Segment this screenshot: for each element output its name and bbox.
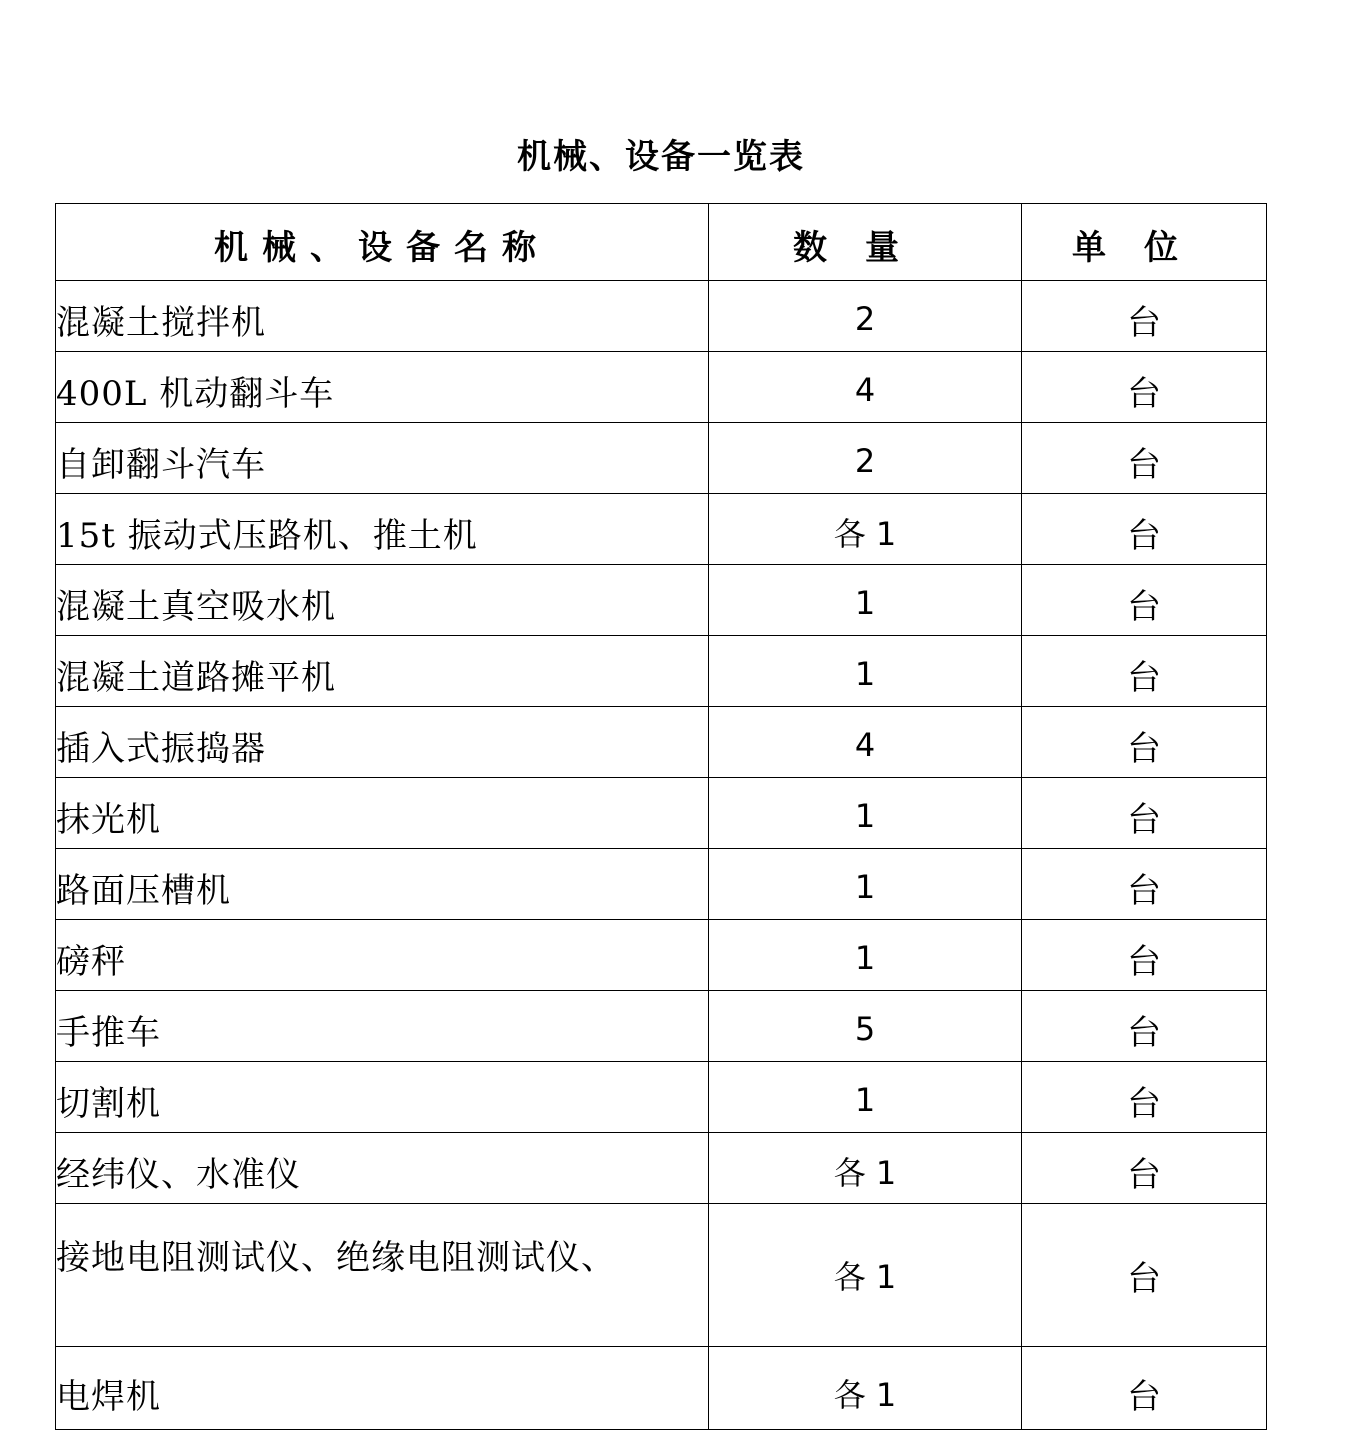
table-row: [56, 352, 1267, 423]
table-row: [56, 707, 1267, 778]
table-row: [56, 991, 1267, 1062]
equipment-table: [55, 203, 1267, 1430]
equipment-name-cell: 自卸翻斗汽车: [56, 423, 709, 494]
unit-cell: 台: [1022, 778, 1267, 849]
unit-cell: 台: [1022, 1133, 1267, 1204]
page-title: 机械、设备一览表: [517, 137, 805, 177]
table-row: [56, 1133, 1267, 1204]
table-row: [56, 1204, 1267, 1347]
unit-cell: 台: [1022, 494, 1267, 565]
unit-cell: 台: [1022, 920, 1267, 991]
table-row: [56, 920, 1267, 991]
unit-cell: 台: [1022, 1204, 1267, 1347]
quantity-cell: 4: [709, 707, 1022, 778]
table-row: [56, 1062, 1267, 1133]
equipment-name-cell: 电焊机: [56, 1347, 709, 1430]
equipment-name-cell: 切割机: [56, 1062, 709, 1133]
table-row: [56, 849, 1267, 920]
quantity-cell: 2: [709, 423, 1022, 494]
equipment-name-cell: 手推车: [56, 991, 709, 1062]
column-header-unit: 单位: [1022, 204, 1267, 281]
quantity-cell: 1: [709, 636, 1022, 707]
quantity-cell: 4: [709, 352, 1022, 423]
quantity-cell: 1: [709, 920, 1022, 991]
unit-cell: 台: [1022, 565, 1267, 636]
equipment-name-cell: 15t 振动式压路机、推土机: [56, 494, 709, 565]
unit-cell: 台: [1022, 636, 1267, 707]
table-row: [56, 636, 1267, 707]
quantity-cell: 各 1: [709, 1133, 1022, 1204]
unit-cell: 台: [1022, 849, 1267, 920]
table-row: [56, 778, 1267, 849]
unit-cell: 台: [1022, 707, 1267, 778]
unit-cell: 台: [1022, 1062, 1267, 1133]
equipment-name-cell: 混凝土真空吸水机: [56, 565, 709, 636]
equipment-name-cell: 磅秤: [56, 920, 709, 991]
table-row: [56, 1347, 1267, 1430]
quantity-cell: 1: [709, 565, 1022, 636]
quantity-cell: 各 1: [709, 1347, 1022, 1430]
quantity-cell: 5: [709, 991, 1022, 1062]
table-row: [56, 281, 1267, 352]
table-row: [56, 423, 1267, 494]
equipment-name-cell: 抹光机: [56, 778, 709, 849]
column-header-name: 机械、设备名称: [56, 204, 709, 281]
quantity-cell: 1: [709, 1062, 1022, 1133]
unit-cell: 台: [1022, 281, 1267, 352]
equipment-name-cell: 经纬仪、水准仪: [56, 1133, 709, 1204]
equipment-name-cell: 路面压槽机: [56, 849, 709, 920]
equipment-name-cell: 400L 机动翻斗车: [56, 352, 709, 423]
equipment-name-cell: 插入式振捣器: [56, 707, 709, 778]
column-header-quantity: 数量: [709, 204, 1022, 281]
quantity-cell: 1: [709, 778, 1022, 849]
equipment-name-cell: 混凝土搅拌机: [56, 281, 709, 352]
equipment-name-cell: 混凝土道路摊平机: [56, 636, 709, 707]
unit-cell: 台: [1022, 991, 1267, 1062]
quantity-cell: 2: [709, 281, 1022, 352]
equipment-name-cell: 接地电阻测试仪、绝缘电阻测试仪、: [56, 1204, 709, 1347]
quantity-cell: 1: [709, 849, 1022, 920]
unit-cell: 台: [1022, 1347, 1267, 1430]
quantity-cell: 各 1: [709, 1204, 1022, 1347]
table-row: [56, 565, 1267, 636]
unit-cell: 台: [1022, 352, 1267, 423]
table-row: [56, 494, 1267, 565]
quantity-cell: 各 1: [709, 494, 1022, 565]
table-header-row: [56, 204, 1267, 281]
unit-cell: 台: [1022, 423, 1267, 494]
